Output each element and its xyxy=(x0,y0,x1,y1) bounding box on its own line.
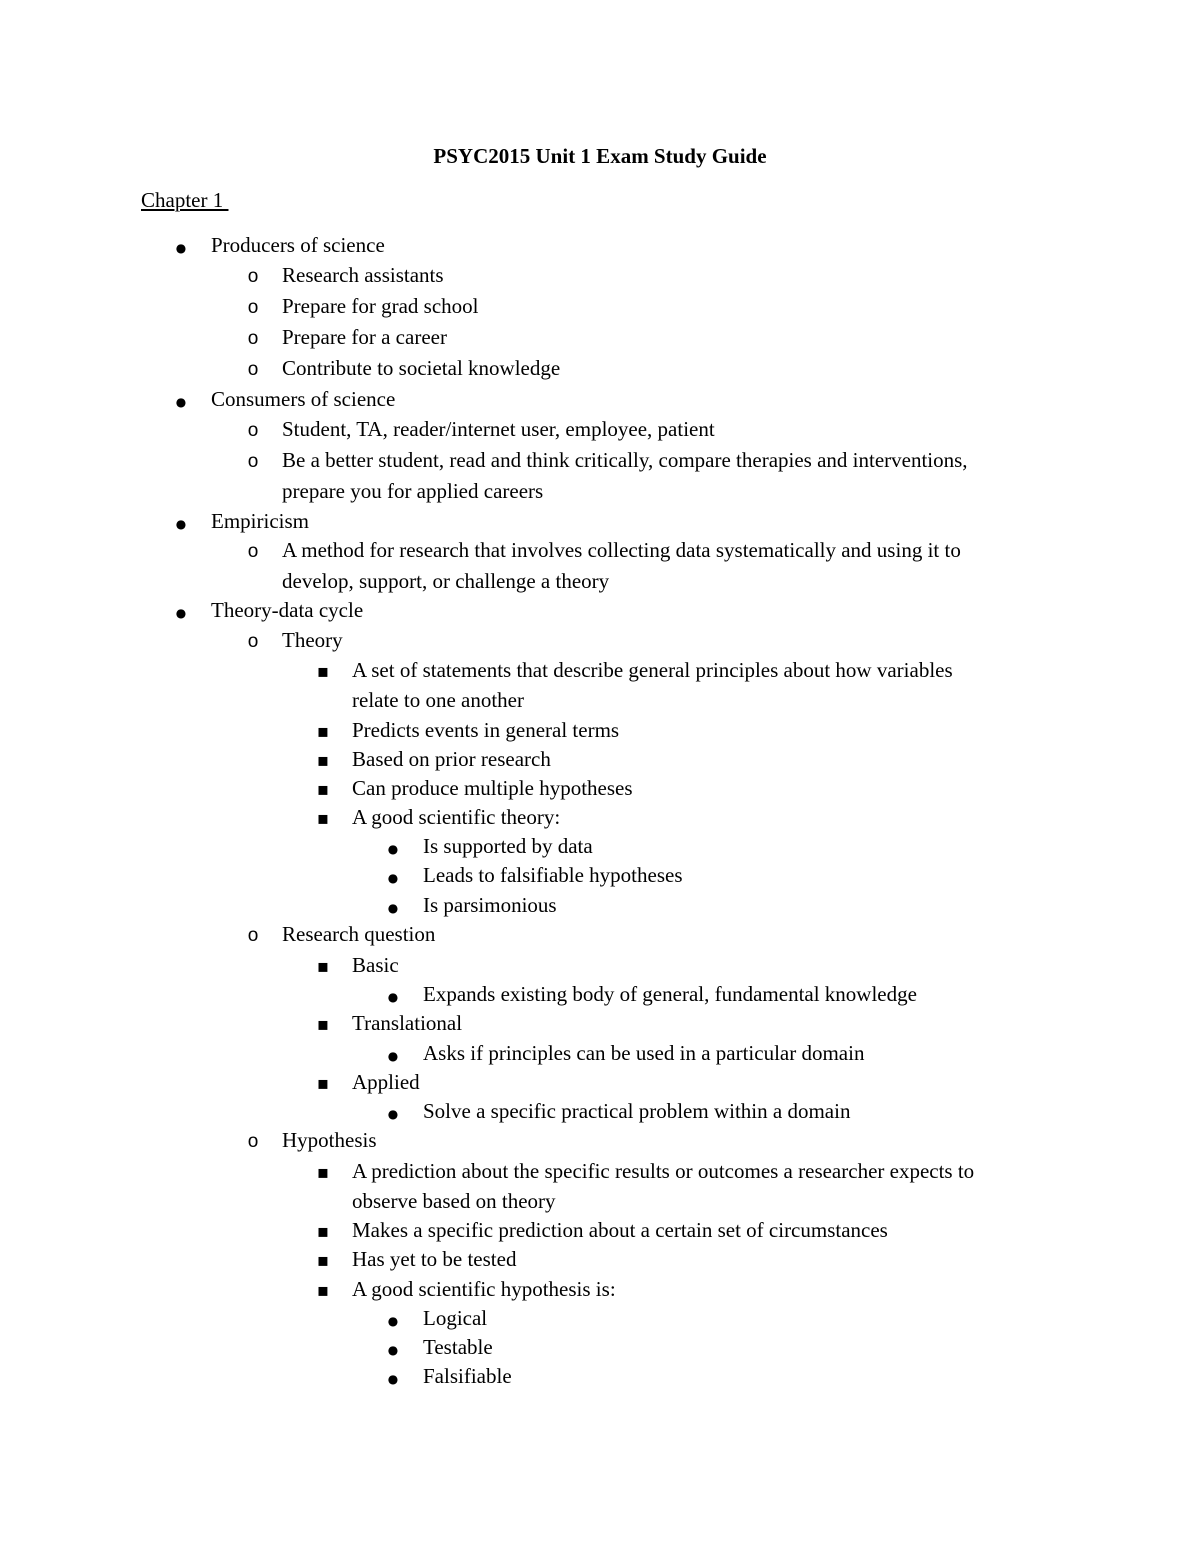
bullet-marker-level-2 xyxy=(243,292,263,322)
list-item-level-3: Makes a specific prediction about a certain set of circumstances xyxy=(352,1218,888,1242)
list-item-level-1: Empiricism xyxy=(211,509,309,533)
list-item-level-4: Is parsimonious xyxy=(423,893,557,917)
bullet-marker-level-3 xyxy=(313,774,333,804)
bullet-marker-level-2 xyxy=(243,261,263,291)
list-item-level-3: Has yet to be tested xyxy=(352,1247,517,1271)
list-item-level-2: Student, TA, reader/internet user, employee, patient xyxy=(282,417,715,441)
list-item-continuation: observe based on theory xyxy=(352,1189,556,1213)
list-item-level-4: Is supported by data xyxy=(423,834,593,858)
list-item-level-3: Basic xyxy=(352,953,399,977)
list-item-level-2: Prepare for a career xyxy=(282,325,447,349)
list-item-level-4: Solve a specific practical problem within a domain xyxy=(423,1099,851,1123)
chapter-heading: Chapter 1 xyxy=(141,188,229,212)
list-item-level-4: Asks if principles can be used in a particular domain xyxy=(423,1041,865,1065)
list-item-continuation: relate to one another xyxy=(352,688,524,712)
list-item-level-3: A good scientific theory: xyxy=(352,805,561,829)
list-item-level-3: Predicts events in general terms xyxy=(352,718,620,742)
list-item-level-2: Contribute to societal knowledge xyxy=(282,356,561,380)
list-item-level-4: Logical xyxy=(423,1306,488,1330)
bullet-marker-level-2 xyxy=(243,626,263,656)
bullet-marker-level-2 xyxy=(243,446,263,476)
list-item-level-2: Prepare for grad school xyxy=(282,294,479,318)
list-item-level-1: Theory-data cycle xyxy=(211,598,364,622)
list-item-continuation: prepare you for applied careers xyxy=(282,479,544,503)
list-item-level-4: Expands existing body of general, fundamental knowledge xyxy=(423,982,917,1006)
bullet-marker-level-3 xyxy=(313,745,333,775)
list-item-level-2: Research question xyxy=(282,922,436,946)
bullet-marker-level-4 xyxy=(383,1039,403,1070)
bullet-marker-level-4 xyxy=(383,832,403,863)
bullet-marker-level-3 xyxy=(313,1009,333,1039)
list-item-level-3: A prediction about the specific results or outcomes a researcher expects to xyxy=(352,1159,975,1183)
list-item-level-2: Research assistants xyxy=(282,263,444,287)
bullet-marker-level-1 xyxy=(171,596,191,627)
bullet-marker-level-3 xyxy=(313,1068,333,1098)
list-item-level-3: Translational xyxy=(352,1011,463,1035)
list-item-level-3: A set of statements that describe general principles about how variables xyxy=(352,658,953,682)
list-item-level-4: Falsifiable xyxy=(423,1364,512,1388)
bullet-marker-level-3 xyxy=(313,1157,333,1187)
bullet-marker-level-1 xyxy=(171,507,191,538)
list-item-level-1: Producers of science xyxy=(211,233,385,257)
bullet-marker-level-3 xyxy=(313,1216,333,1246)
bullet-marker-level-3 xyxy=(313,1245,333,1275)
list-item-continuation: develop, support, or challenge a theory xyxy=(282,569,610,593)
list-item-level-4: Leads to falsifiable hypotheses xyxy=(423,863,683,887)
page-title: PSYC2015 Unit 1 Exam Study Guide xyxy=(433,144,767,168)
bullet-marker-level-3 xyxy=(313,1275,333,1305)
bullet-marker-level-3 xyxy=(313,716,333,746)
bullet-marker-level-4 xyxy=(383,891,403,922)
list-item-level-3: Can produce multiple hypotheses xyxy=(352,776,633,800)
list-item-level-1: Consumers of science xyxy=(211,387,396,411)
list-item-level-2: Theory xyxy=(282,628,343,652)
bullet-marker-level-3 xyxy=(313,656,333,686)
list-item-level-3: Applied xyxy=(352,1070,420,1094)
bullet-marker-level-2 xyxy=(243,415,263,445)
bullet-marker-level-4 xyxy=(383,1333,403,1364)
bullet-marker-level-4 xyxy=(383,980,403,1011)
bullet-marker-level-4 xyxy=(383,1304,403,1335)
list-item-level-2: Hypothesis xyxy=(282,1128,377,1152)
list-item-level-2: A method for research that involves collecting data systematically and using it to xyxy=(282,538,961,562)
bullet-marker-level-1 xyxy=(171,231,191,262)
bullet-marker-level-4 xyxy=(383,861,403,892)
bullet-marker-level-2 xyxy=(243,1126,263,1156)
list-item-level-4: Testable xyxy=(423,1335,493,1359)
list-item-level-3: A good scientific hypothesis is: xyxy=(352,1277,616,1301)
bullet-marker-level-2 xyxy=(243,323,263,353)
bullet-marker-level-1 xyxy=(171,385,191,416)
bullet-marker-level-3 xyxy=(313,803,333,833)
bullet-marker-level-3 xyxy=(313,951,333,981)
bullet-marker-level-4 xyxy=(383,1362,403,1393)
bullet-marker-level-4 xyxy=(383,1097,403,1128)
list-item-level-2: Be a better student, read and think critically, compare therapies and interventions, xyxy=(282,448,968,472)
bullet-marker-level-2 xyxy=(243,536,263,566)
bullet-marker-level-2 xyxy=(243,354,263,384)
bullet-marker-level-2 xyxy=(243,920,263,950)
list-item-level-3: Based on prior research xyxy=(352,747,551,771)
